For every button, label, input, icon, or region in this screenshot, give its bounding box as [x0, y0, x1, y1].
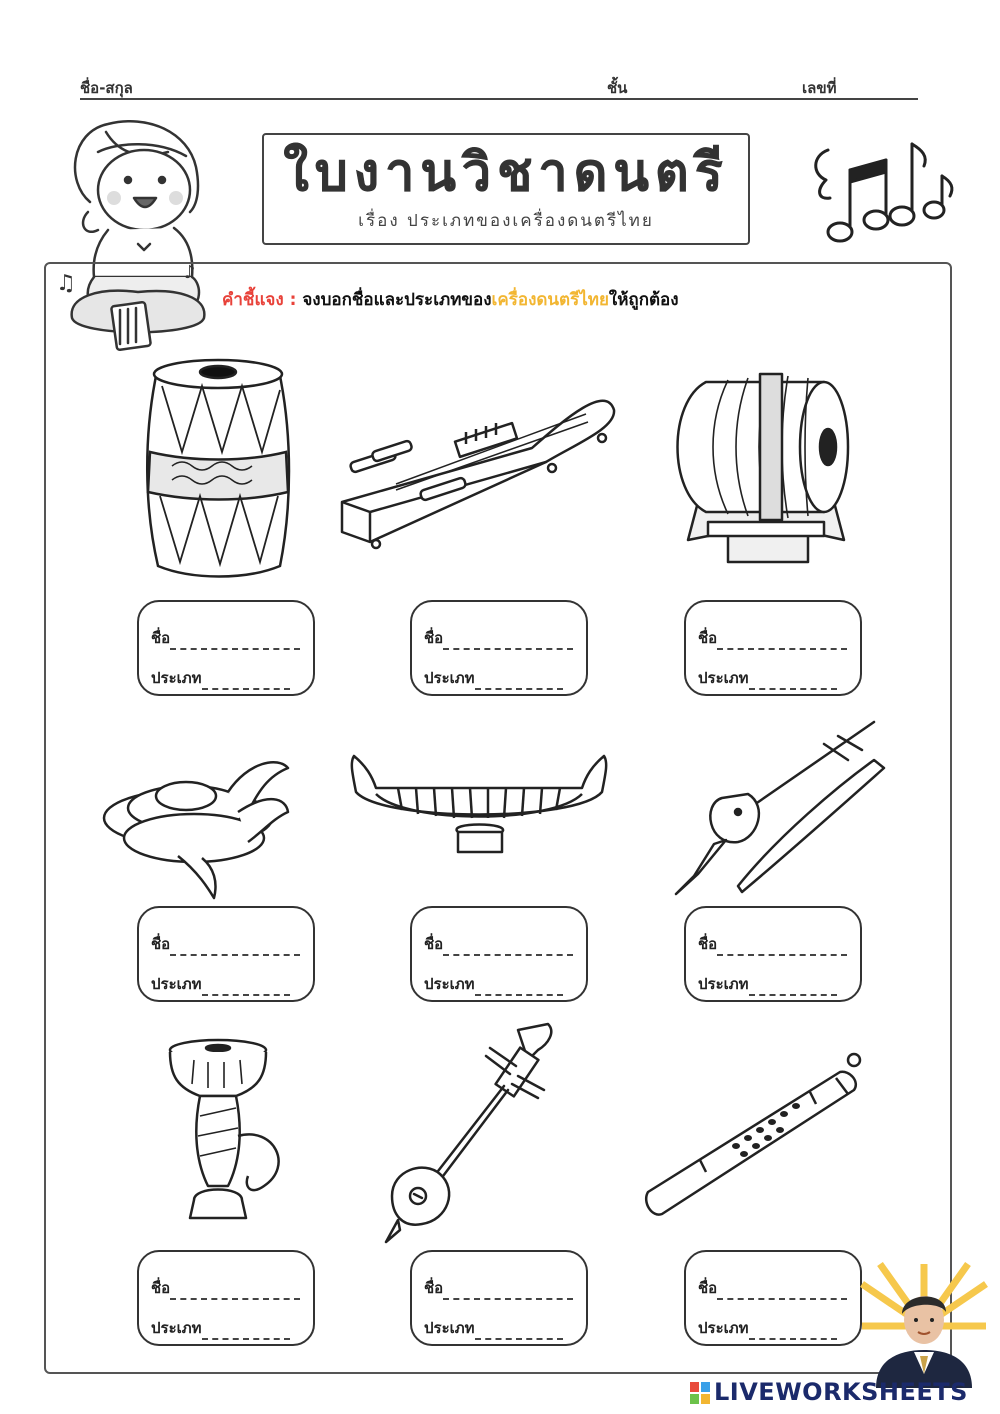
answer-card-1 — [137, 600, 315, 696]
type-blank[interactable] — [475, 1326, 563, 1340]
answer-card-6 — [684, 906, 862, 1002]
answer-card-2 — [410, 600, 588, 696]
barrel-drum-icon — [668, 362, 854, 570]
card-name-label: ชื่อ — [151, 629, 171, 647]
name-blank[interactable] — [443, 1286, 573, 1300]
worksheet-subtitle: เรื่อง ประเภทของเครื่องดนตรีไทย — [358, 211, 654, 231]
type-blank[interactable] — [202, 982, 290, 996]
card-type-label: ประเภท — [424, 669, 475, 687]
type-blank[interactable] — [202, 676, 290, 690]
svg-text:♫: ♫ — [56, 271, 76, 296]
goblet-drum-icon — [164, 1036, 294, 1222]
lute-icon — [378, 1020, 560, 1248]
type-blank[interactable] — [749, 982, 837, 996]
name-label: ชื่อ-สกุล — [80, 79, 133, 97]
card-name-label: ชื่อ — [698, 629, 718, 647]
card-type-label: ประเภท — [424, 975, 475, 993]
type-blank[interactable] — [475, 676, 563, 690]
name-blank[interactable] — [717, 636, 847, 650]
teacher-avatar — [862, 1264, 986, 1388]
name-blank[interactable] — [170, 942, 300, 956]
card-name-label: ชื่อ — [151, 1279, 171, 1297]
answer-card-7 — [137, 1250, 315, 1346]
type-blank[interactable] — [749, 1326, 837, 1340]
music-notes-icon — [808, 130, 958, 248]
card-name-label: ชื่อ — [698, 935, 718, 953]
instruction-text: จงบอกชื่อและประเภทของ — [302, 290, 492, 310]
thon-drum-icon — [142, 356, 294, 580]
card-type-label: ประเภท — [151, 1319, 202, 1337]
card-type-label: ประเภท — [151, 975, 202, 993]
card-name-label: ชื่อ — [698, 1279, 718, 1297]
answer-card-5 — [410, 906, 588, 1002]
type-blank[interactable] — [749, 676, 837, 690]
answer-card-9 — [684, 1250, 862, 1346]
card-name-label: ชื่อ — [424, 935, 444, 953]
card-name-label: ชื่อ — [151, 935, 171, 953]
liveworksheets-brand: LIVEWORKSHEETS — [714, 1378, 968, 1406]
instruction-label: คำชี้แจง : — [222, 290, 297, 310]
type-blank[interactable] — [202, 1326, 290, 1340]
class-label: ชั้น — [607, 79, 628, 97]
number-label: เลขที่ — [802, 79, 837, 97]
type-blank[interactable] — [475, 982, 563, 996]
flute-icon — [640, 1050, 864, 1220]
instruction-text-end: ให้ถูกต้อง — [608, 290, 679, 310]
svg-text:♪: ♪ — [184, 262, 196, 283]
name-blank[interactable] — [170, 1286, 300, 1300]
instruction — [222, 286, 679, 313]
card-type-label: ประเภท — [151, 669, 202, 687]
header-underline — [80, 98, 918, 100]
card-type-label: ประเภท — [698, 1319, 749, 1337]
card-name-label: ชื่อ — [424, 629, 444, 647]
liveworksheets-mark-icon — [690, 1382, 710, 1404]
worksheet-title: ใบงานวิชาดนตรี — [283, 143, 729, 203]
ranat-xylophone-icon — [346, 752, 612, 858]
answer-card-3 — [684, 600, 862, 696]
answer-card-8 — [410, 1250, 588, 1346]
saw-u-fiddle-icon — [668, 716, 894, 896]
card-name-label: ชื่อ — [424, 1279, 444, 1297]
title-box — [262, 133, 750, 245]
card-type-label: ประเภท — [698, 669, 749, 687]
chakhe-icon — [336, 384, 618, 550]
instruction-highlight: เครื่องดนตรีไทย — [491, 290, 609, 310]
name-blank[interactable] — [443, 636, 573, 650]
name-blank[interactable] — [717, 1286, 847, 1300]
card-type-label: ประเภท — [424, 1319, 475, 1337]
name-blank[interactable] — [443, 942, 573, 956]
cymbals-icon — [98, 752, 294, 900]
name-blank[interactable] — [170, 636, 300, 650]
liveworksheets-logo — [690, 1378, 968, 1406]
answer-card-4 — [137, 906, 315, 1002]
name-blank[interactable] — [717, 942, 847, 956]
card-type-label: ประเภท — [698, 975, 749, 993]
